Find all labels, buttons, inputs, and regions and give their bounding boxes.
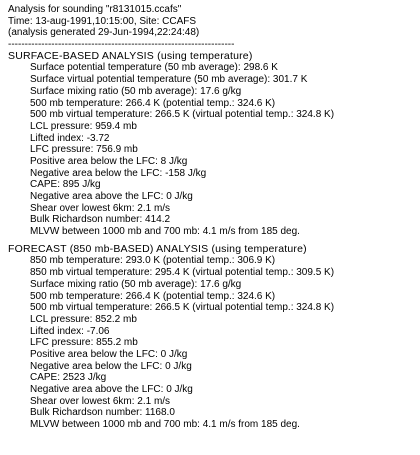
surface-line: 500 mb virtual temperature: 266.5 K (virtual potential temp.: 324.8 K) bbox=[30, 109, 335, 121]
surface-line: Positive area below the LFC: 8 J/kg bbox=[30, 155, 188, 167]
forecast-line: CAPE: 2523 J/kg bbox=[30, 372, 107, 384]
surface-line: LCL pressure: 959.4 mb bbox=[30, 120, 137, 132]
surface-line: Negative area below the LFC: -158 J/kg bbox=[30, 167, 207, 179]
forecast-line: Negative area above the LFC: 0 J/kg bbox=[30, 384, 193, 395]
forecast-line: LFC pressure: 855.2 mb bbox=[30, 337, 138, 349]
forecast-section-heading: FORECAST (850 mb-BASED) ANALYSIS (using temperature) bbox=[8, 242, 307, 255]
forecast-line: LCL pressure: 852.2 mb bbox=[30, 313, 137, 325]
surface-line: Surface virtual potential temperature (50 mb average): 301.7 K bbox=[30, 74, 308, 86]
surface-line: Negative area above the LFC: 0 J/kg bbox=[30, 191, 193, 202]
surface-section-lines bbox=[8, 62, 420, 237]
surface-line: MLVW between 1000 mb and 700 mb: 4.1 m/s from 185 deg. bbox=[30, 226, 300, 238]
forecast-line: Shear over lowest 6km: 2.1 m/s bbox=[30, 395, 171, 407]
surface-line: Surface mixing ratio (50 mb average): 17.6 g/kg bbox=[30, 85, 242, 97]
forecast-line: 850 mb virtual temperature: 295.4 K (virtual potential temp.: 309.5 K) bbox=[30, 267, 335, 279]
report-time-site: Time: 13-aug-1991,10:15:00, Site: CCAFS bbox=[8, 15, 197, 27]
surface-line: CAPE: 895 J/kg bbox=[30, 179, 101, 191]
surface-line: Surface potential temperature (50 mb average): 298.6 K bbox=[30, 62, 278, 74]
forecast-section-lines bbox=[8, 255, 420, 430]
forecast-line: MLVW between 1000 mb and 700 mb: 4.1 m/s from 185 deg. bbox=[30, 419, 300, 431]
surface-line: Bulk Richardson number: 414.2 bbox=[30, 214, 171, 226]
surface-line: 500 mb temperature: 266.4 K (potential temp.: 324.6 K) bbox=[30, 97, 276, 109]
forecast-line: Surface mixing ratio (50 mb average): 17.6 g/kg bbox=[30, 278, 242, 290]
surface-line: Shear over lowest 6km: 2.1 m/s bbox=[30, 202, 171, 214]
forecast-line: Positive area below the LFC: 0 J/kg bbox=[30, 348, 188, 360]
surface-line: Lifted index: -3.72 bbox=[30, 132, 110, 144]
surface-line: LFC pressure: 756.9 mb bbox=[30, 144, 138, 156]
forecast-line: 850 mb temperature: 293.0 K (potential temp.: 306.9 K) bbox=[30, 255, 276, 267]
forecast-line: Bulk Richardson number: 1168.0 bbox=[30, 407, 175, 419]
forecast-line: 500 mb temperature: 266.4 K (potential temp.: 324.6 K) bbox=[30, 290, 276, 302]
forecast-line: 500 mb virtual temperature: 266.5 K (virtual potential temp.: 324.8 K) bbox=[30, 302, 335, 314]
header-divider: -------------------------------------------------------------------- bbox=[8, 39, 235, 51]
report-generated: (analysis generated 29-Jun-1994,22:24:48) bbox=[8, 27, 200, 39]
report-title: Analysis for sounding "r8131015.ccafs" bbox=[8, 4, 182, 15]
forecast-line: Lifted index: -7.06 bbox=[30, 325, 110, 337]
surface-section-heading: SURFACE-BASED ANALYSIS (using temperature) bbox=[8, 49, 253, 62]
forecast-line: Negative area below the LFC: 0 J/kg bbox=[30, 360, 192, 372]
